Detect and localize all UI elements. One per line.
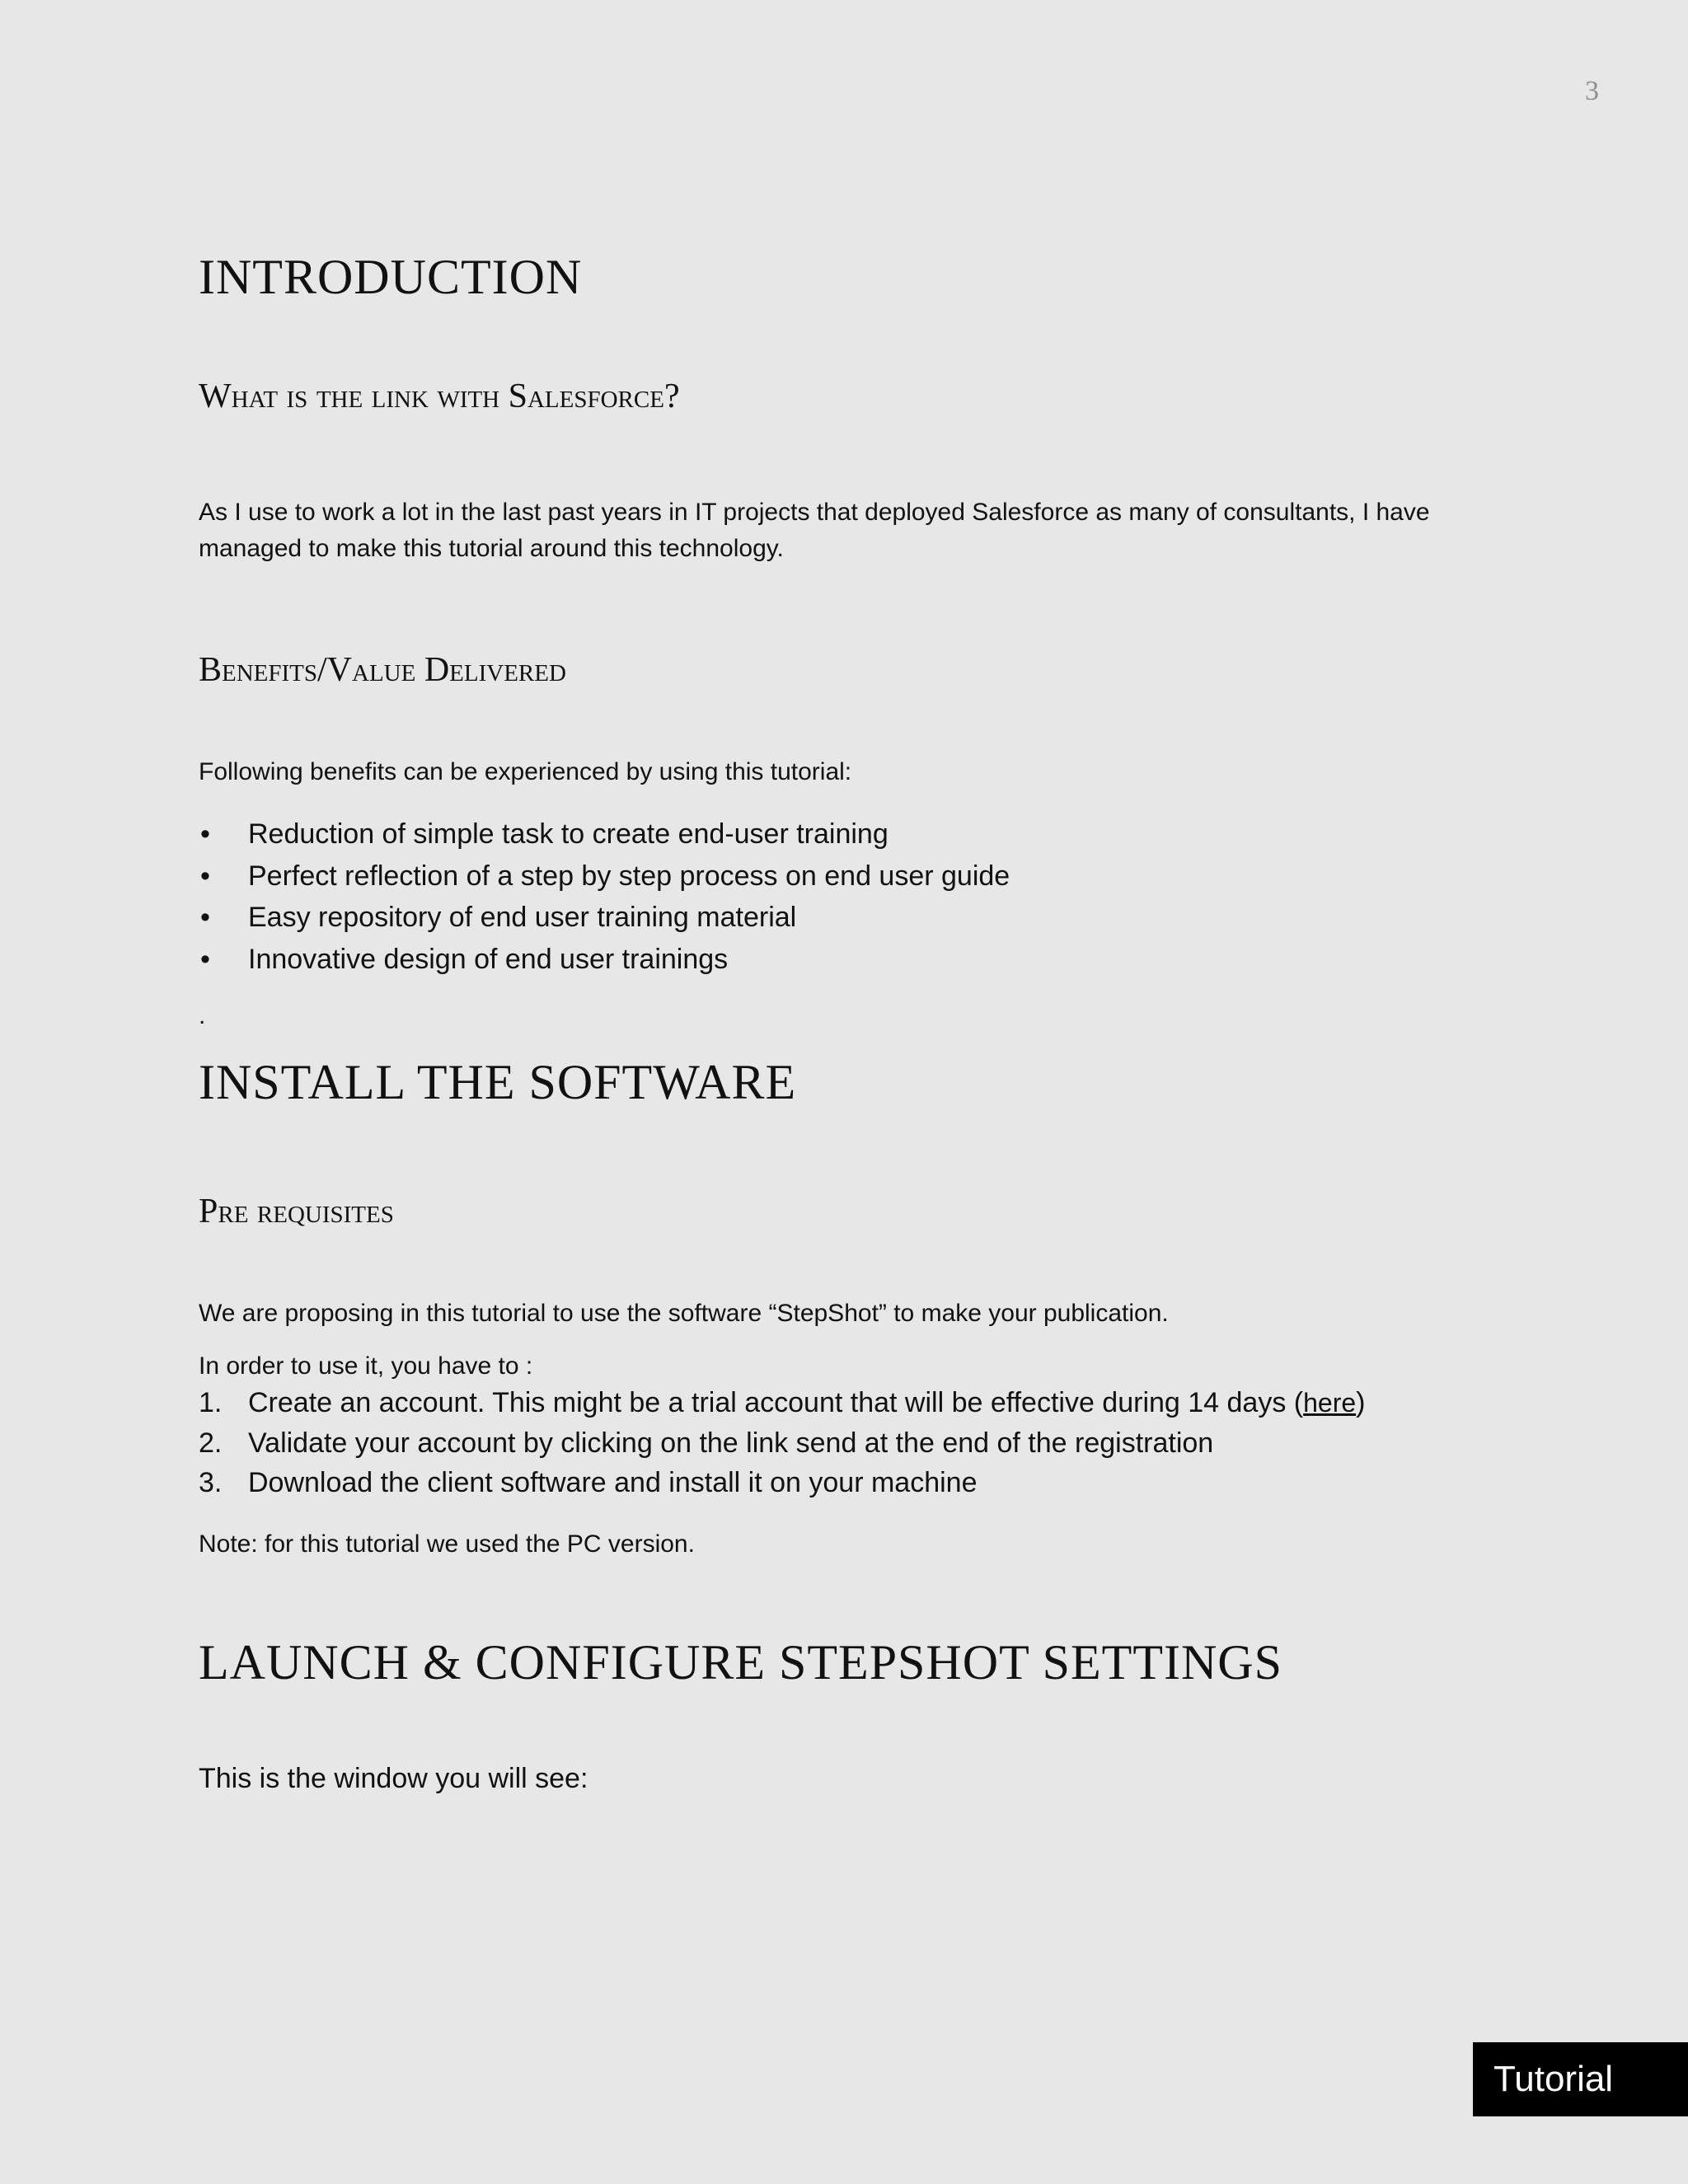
page-number: 3	[1585, 76, 1599, 106]
prerequisites-paragraph-1: We are proposing in this tutorial to use the software “StepShot” to make your publication.	[199, 1300, 1169, 1327]
heading-salesforce-link: What is the link with Salesforce?	[199, 377, 680, 415]
step-text: Validate your account by clicking on the link send at the end of the registration	[248, 1427, 1214, 1459]
benefit-text: Easy repository of end user training material	[248, 902, 797, 933]
list-item	[199, 855, 1010, 898]
bullet-glyph: •	[200, 902, 210, 933]
trial-account-link[interactable]: here	[1303, 1388, 1357, 1418]
prerequisites-note: Note: for this tutorial we used the PC version.	[199, 1530, 695, 1558]
install-steps-list	[199, 1383, 1366, 1503]
list-item	[199, 939, 1010, 981]
list-item	[199, 1423, 1366, 1464]
launch-paragraph: This is the window you will see:	[199, 1763, 588, 1794]
list-item	[199, 897, 1010, 939]
step-marker: 1.	[199, 1387, 223, 1418]
benefit-text: Innovative design of end user trainings	[248, 943, 729, 975]
step-text-closing: )	[1356, 1387, 1366, 1418]
list-item	[199, 1383, 1366, 1423]
step-text: Create an account. This might be a trial account that will be effective during 14 days (	[248, 1387, 1304, 1418]
heading-benefits: Benefits/Value Delivered	[199, 651, 566, 689]
salesforce-paragraph-line-2: managed to make this tutorial around this technology.	[199, 535, 784, 562]
heading-install-software: INSTALL THE SOFTWARE	[199, 1055, 797, 1109]
benefits-list	[199, 813, 1010, 980]
heading-introduction: INTRODUCTION	[199, 250, 583, 304]
benefits-intro: Following benefits can be experienced by using this tutorial:	[199, 758, 852, 785]
benefit-text: Perfect reflection of a step by step process on end user guide	[248, 860, 1010, 892]
salesforce-paragraph-line-1: As I use to work a lot in the last past years in IT projects that deployed Salesforce as many of consultants, I have	[199, 499, 1430, 526]
bullet-glyph: •	[200, 860, 210, 892]
step-text: Download the client software and install it on your machine	[248, 1467, 978, 1498]
footer-tutorial-tab: Tutorial	[1473, 2042, 1688, 2116]
prerequisites-paragraph-2: In order to use it, you have to :	[199, 1352, 533, 1380]
bullet-glyph: •	[200, 818, 210, 850]
heading-prerequisites: Pre requisites	[199, 1193, 394, 1230]
list-item	[199, 1463, 1366, 1503]
bullet-glyph: •	[200, 943, 210, 975]
trailing-dot: .	[199, 1002, 206, 1029]
benefit-text: Reduction of simple task to create end-user training	[248, 818, 889, 850]
step-marker: 3.	[199, 1467, 223, 1498]
heading-launch-configure: LAUNCH & CONFIGURE STEPSHOT SETTINGS	[199, 1635, 1282, 1690]
list-item	[199, 813, 1010, 855]
step-marker: 2.	[199, 1427, 223, 1459]
